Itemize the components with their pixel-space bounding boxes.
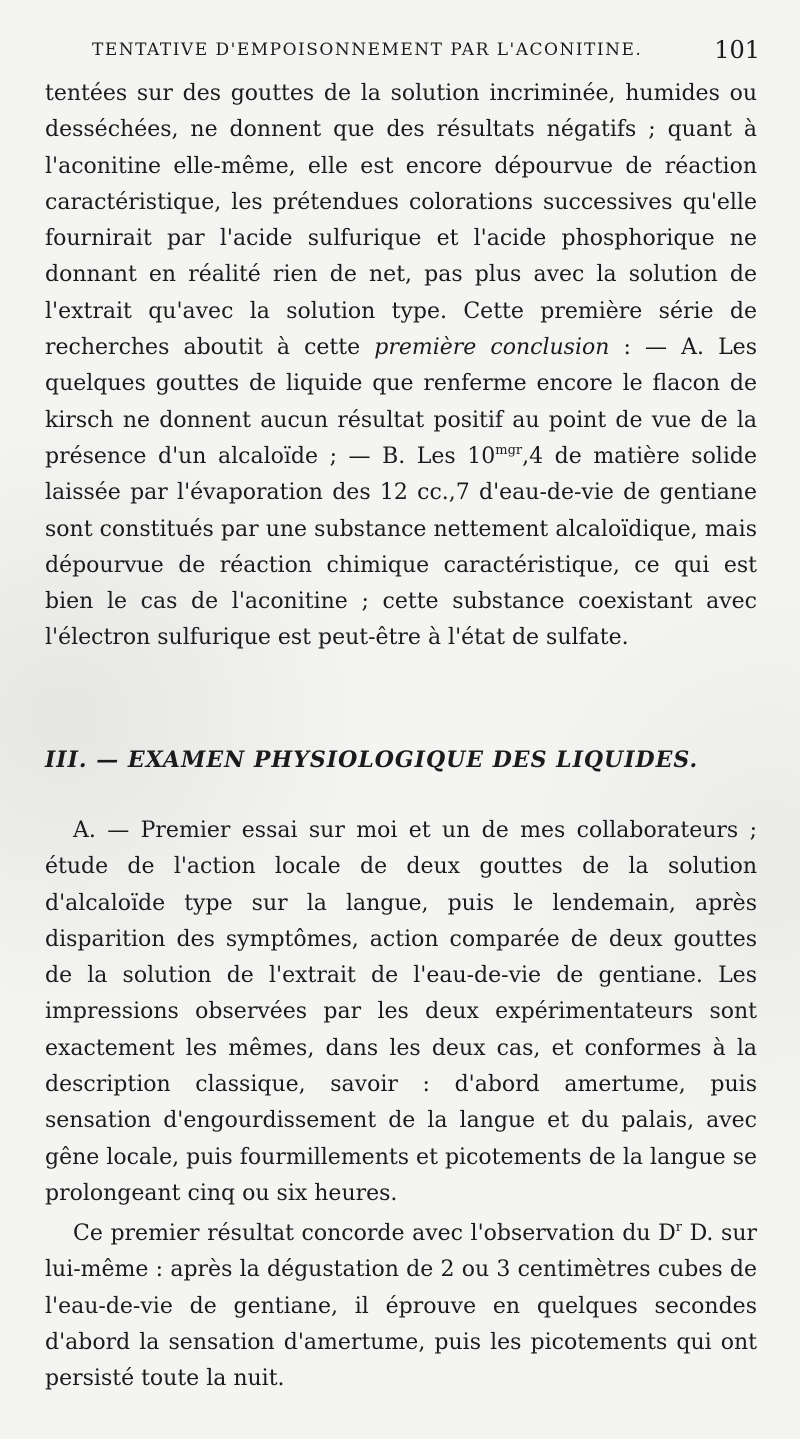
running-title: TENTATIVE D'EMPOISONNEMENT PAR L'ACONITINE. [92,40,643,60]
paragraph-concordance [45,1216,757,1397]
paragraph-text: D. sur lui-même : après la dégustation de 2 ou 3 centimètres cubes de l'eau-de-vie de gentiane, il éprouve en quelques secondes d'abord la sensation d'amertume, puis les picotements qui ont persisté toute la nuit. [45,1221,758,1392]
page-number: 101 [714,36,760,64]
paragraph-text: Ce premier résultat concorde avec l'observation du D [73,1221,676,1246]
paragraph-text: ,4 de matière solide laissée par l'évaporation des 12 cc.,7 d'eau-de-vie de gentiane sont constitués par une substance nettement alcaloïdique, mais dépourvue de réaction chimique caractéristique, ce qui est bien le cas de l'aconitine ; cette substance coexistant avec l'électron sulfurique est peut-être à l'état de sulfate. [45,443,757,651]
paragraph-text: tentées sur des gouttes de la solution incriminée, humides ou desséchées, ne donnent que des résultats négatifs ; quant à l'aconitine elle-même, elle est encore dépourvue de réaction caractéristique, les prétendues colorations successives qu'elle fournirait par l'acide sulfurique et l'acide phosphorique ne donnant en réalité rien de net, pas plus avec la solution de l'extrait qu'avec la solution type. Cette première série de recherches aboutit à cette [45,81,757,361]
paragraph-chemical-results [45,76,757,657]
paragraph-text: : — A. Les quelques gouttes de liquide que renferme encore le flacon de kirsch ne donnent aucun résultat positif au point de vue de la présence d'un alcaloïde ; — B. Les 10 [45,335,757,469]
superscript-title: r [675,1220,682,1235]
page-header [92,36,760,68]
superscript-unit: mgr [495,442,523,458]
section-heading: III. — EXAMEN PHYSIOLOGIQUE DES LIQUIDES. [45,747,699,773]
paragraph-first-trial: A. — Premier essai sur moi et un de mes collaborateurs ; étude de l'action locale de deux gouttes de la solution d'alcaloïde type sur la langue, puis le lendemain, après disparition des symptômes, action comparée de deux gouttes de la solution de l'extrait de l'eau-de-vie de gentiane. Les impressions observées par les deux expérimentateurs sont exactement les mêmes, dans les deux cas, et conformes à la description classique, savoir : d'abord amertume, puis sensation d'engourdissement de la langue et du palais, avec gêne locale, puis fourmillements et picotements de la langue se prolongeant cinq ou six heures. [45,818,757,1206]
italic-phrase: première conclusion [374,335,610,361]
